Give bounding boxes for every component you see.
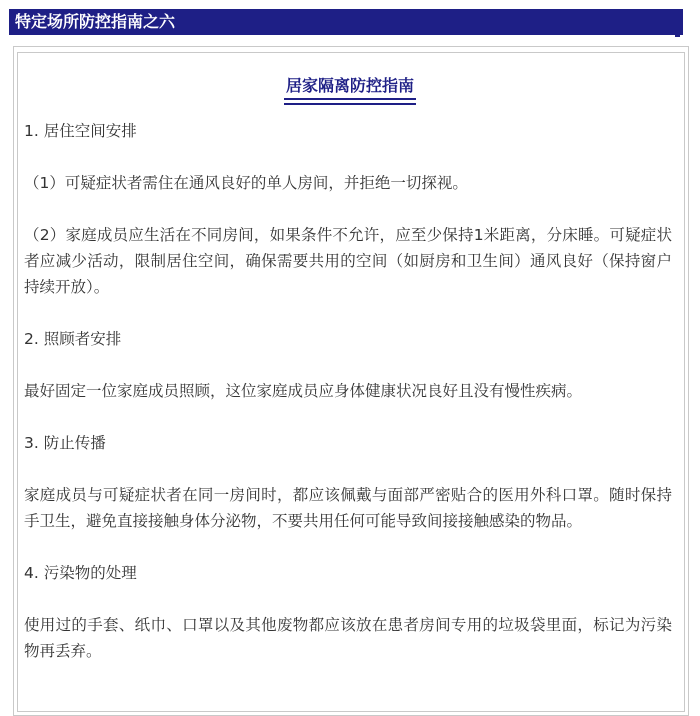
section-heading-caregiver: 2. 照顾者安排: [24, 330, 122, 348]
paragraph-caregiver: 最好固定一位家庭成员照顾，这位家庭成员应身体健康状况良好且没有慢性疾病。: [24, 382, 583, 400]
document-body: [24, 118, 672, 690]
section-header-title: 特定场所防控指南之六: [15, 12, 176, 31]
section-heading-prevent-spread: 3. 防止传播: [24, 434, 106, 452]
document-title-wrapper: [0, 74, 700, 100]
section-heading-waste: 4. 污染物的处理: [24, 564, 137, 582]
header-accent-mark: [675, 34, 680, 37]
document-title: 居家隔离防控指南: [284, 74, 416, 100]
paragraph-prevent-spread: 家庭成员与可疑症状者在同一房间时，都应该佩戴与面部严密贴合的医用外科口罩。随时保持手卫生，避免直接接触身体分泌物，不要共用任何可能导致间接接触感染的物品。: [24, 486, 672, 530]
paragraph-waste: 使用过的手套、纸巾、口罩以及其他废物都应该放在患者房间专用的垃圾袋里面，标记为污染物再丢弃。: [24, 616, 672, 660]
paragraph-single-room: （1）可疑症状者需住在通风良好的单人房间，并拒绝一切探视。: [24, 174, 468, 192]
paragraph-separate-rooms: （2）家庭成员应生活在不同房间，如果条件不允许，应至少保持1米距离，分床睡。可疑症状者应减少活动，限制居住空间，确保需要共用的空间（如厨房和卫生间）通风良好（保持窗户持续开放）。: [24, 226, 672, 296]
section-header-bar: [9, 9, 683, 35]
section-heading-living-space: 1. 居住空间安排: [24, 122, 137, 140]
